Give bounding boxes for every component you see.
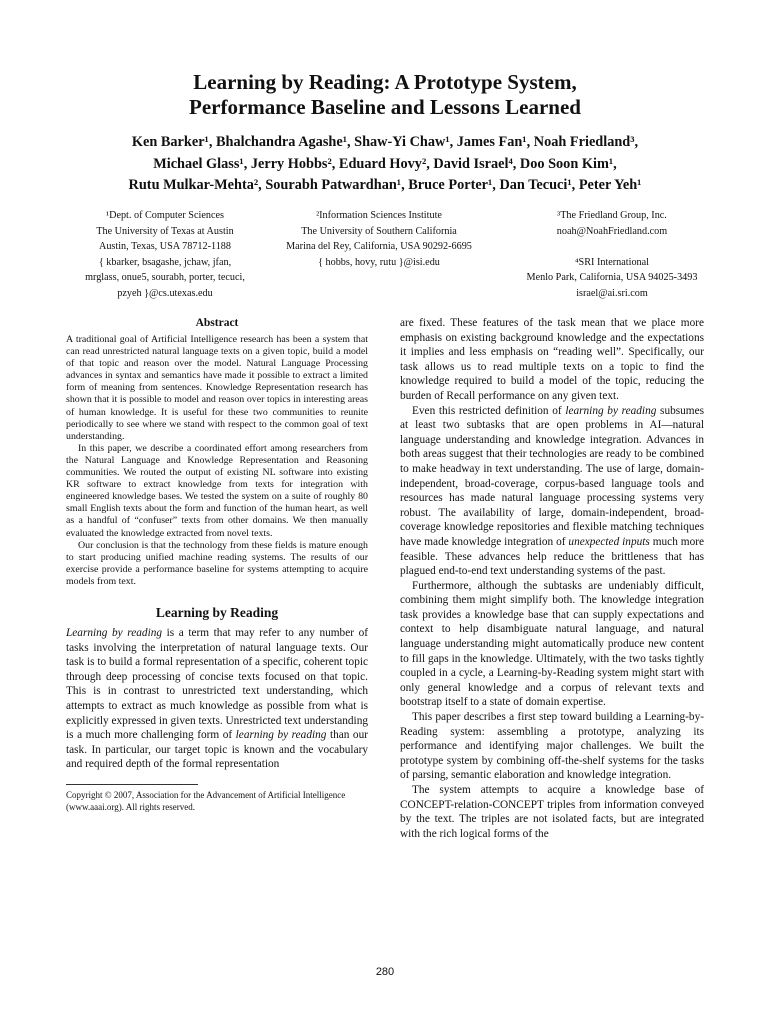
body-text: subsumes at least two subtasks that are open problems in AI—natural language understanding and knowledge integration. Advances in both areas suggest that their technologies are ready to be combined to make headway in text understanding. The use of large, domain-independent, broad-coverage, corpus-based language tools and resources has made natural language processing systems very robust. The availability of large, domain-independent, broad-coverage knowledge repositories and flexible matching techniques have made knowledge integration of [400, 404, 704, 548]
affiliation-line: The University of Southern California [301, 225, 457, 237]
body-paragraph: are fixed. These features of the task mean that we place more emphasis on existing background knowledge and the expectations it implies and less emphasis on “reading well”. Specifically, our task allows us to read multiple texts on a topic to find the knowledge required to build a model of the topic, reducing the burden of Recall performance on any given text. [400, 317, 704, 402]
left-column [66, 316, 368, 813]
affiliation-line: The University of Texas at Austin [96, 225, 234, 237]
copyright-footnote: Copyright © 2007, Association for the Advancement of Artificial Intelligence (www.aaai.org). All rights reserved. [66, 789, 346, 812]
page-number: 280 [375, 966, 395, 978]
author-list [20, 132, 750, 197]
authors-line-2: Michael Glass¹, Jerry Hobbs², Eduard Hovy², David Israel⁴, Doo Soon Kim¹, [153, 155, 617, 172]
abstract-paragraph: In this paper, we describe a coordinated effort among researchers from the Natural Language and Knowledge Representation and Reasoning communities. We routed the output of existing NL software into existing KR software to extract knowledge from texts for integration with engineered knowledge bases. We tested the system on a suite of roughly 80 small English texts about the form and function of the human heart, as well as a handful of “confuser” texts from other domains. We then manually evaluated the knowledge extracted from novel texts. [66, 442, 368, 539]
affiliation-line: ³The Friedland Group, Inc. [557, 210, 667, 221]
affiliation-utexas [58, 208, 272, 301]
right-column [400, 316, 704, 841]
authors-line-1: Ken Barker¹, Bhalchandra Agashe¹, Shaw-Yi Chaw¹, James Fan¹, Noah Friedland³, [131, 134, 639, 150]
affiliation-isi [268, 208, 490, 270]
affiliation-line: Austin, Texas, USA 78712-1188 [98, 241, 231, 252]
emphasis-text: Learning by reading [66, 626, 163, 639]
affiliation-line: ²Information Sciences Institute [316, 210, 442, 221]
affiliation-line: noah@NoahFriedland.com [556, 225, 668, 237]
abstract-paragraph: A traditional goal of Artificial Intelligence research has been a system that can read unrestricted natural language texts on a given topic, build a model of that topic and reason over the model. Natural Language Processing advances in syntax and semantics have made it possible to extract a limited form of meaning from sentences. Knowledge Representation research has shown that it is possible to model and reason over topics in interesting areas of human knowledge. It is useful for these two communities to reunite periodically to see where we stand with respect to the common goal of text understanding. [66, 334, 368, 442]
body-paragraph [400, 404, 704, 579]
affiliation-line: Marina del Rey, California, USA 90292-6695 [286, 241, 472, 252]
body-paragraph: This paper describes a first step toward building a Learning-by-Reading system: assembling a prototype, analyzing its performance and identifying major challenges. We built the prototype system by combining off-the-shelf systems for the tasks of parsing, semantic elaboration and knowledge integration. [400, 711, 704, 782]
abstract-paragraph: Our conclusion is that the technology from these fields is mature enough to start producing unified machine reading systems. The results of our exercise provide a performance baseline for systems attempting to acquire models from text. [66, 539, 368, 587]
body-text: than our task. In particular, our target topic is known and the vocabulary and required depth of the formal representation [66, 729, 368, 771]
body-text: is a term that may refer to any number of tasks involving the interpretation of natural language texts. Our task is to build a formal representation of a specific, coherent topic through deep processing of concise texts focused on that topic. This is in contrast to unrestricted text understanding, which attempts to extract as much knowledge as possible from what is explicitly expressed in given texts. Unrestricted text understanding is a much more challenging form of [66, 626, 368, 742]
affiliation-line: pzyeh }@cs.utexas.edu [117, 287, 213, 299]
section-heading: Learning by Reading [155, 604, 279, 620]
paper-title [0, 70, 770, 120]
title-line-1: Learning by Reading: A Prototype System, [193, 70, 577, 94]
affiliation-line: { kbarker, bsagashe, jchaw, jfan, [98, 256, 232, 268]
affiliation-line: ⁴SRI International [575, 256, 649, 268]
affiliation-friedland-sri [505, 208, 719, 301]
body-paragraph: Furthermore, although the subtasks are undeniably difficult, combining them might simplify both. The knowledge integration task provides a knowledge base that can supply expectations and context to help disambiguate natural language, and natural language understanding might automatically produce new content to fill gaps in the knowledge. Ultimately, with the two tasks tightly coupled in a cycle, a Learning-by-Reading system might start with only general knowledge and a corpus of relevant texts and bootstrap itself to a state of domain expertise. [400, 579, 704, 709]
affiliation-line [505, 239, 719, 255]
body-paragraph: The system attempts to acquire a knowledge base of CONCEPT-relation-CONCEPT triples from information conveyed by the text. The triples are not isolated facts, but are integrated with the rich logical forms of the [400, 784, 704, 840]
abstract-heading: Abstract [195, 317, 239, 329]
emphasis-text: learning by reading [235, 729, 327, 742]
title-line-2: Performance Baseline and Lessons Learned [189, 95, 581, 119]
affiliation-line: israel@ai.sri.com [576, 287, 648, 299]
section-learning-by-reading [66, 604, 368, 772]
affiliation-line: { hobbs, hovy, rutu }@isi.edu [318, 256, 440, 268]
emphasis-text: learning by reading [565, 404, 657, 417]
authors-line-3: Rutu Mulkar-Mehta², Sourabh Patwardhan¹, Bruce Porter¹, Dan Tecuci¹, Peter Yeh¹ [128, 177, 642, 193]
affiliation-line: ¹Dept. of Computer Sciences [106, 210, 224, 221]
body-text: much more feasible. These advances help reduce the brittleness that has plagued end-to-end text understanding systems of the past. [400, 535, 704, 578]
footnote-divider [66, 784, 198, 785]
body-paragraph [66, 626, 368, 772]
affiliation-line: mrglass, onue5, sourabh, porter, tecuci, [85, 272, 245, 283]
emphasis-text: unexpected inputs [568, 535, 650, 548]
abstract [66, 316, 368, 588]
affiliation-line: Menlo Park, California, USA 94025-3493 [526, 272, 698, 283]
body-text: Even this restricted definition of [412, 404, 566, 417]
